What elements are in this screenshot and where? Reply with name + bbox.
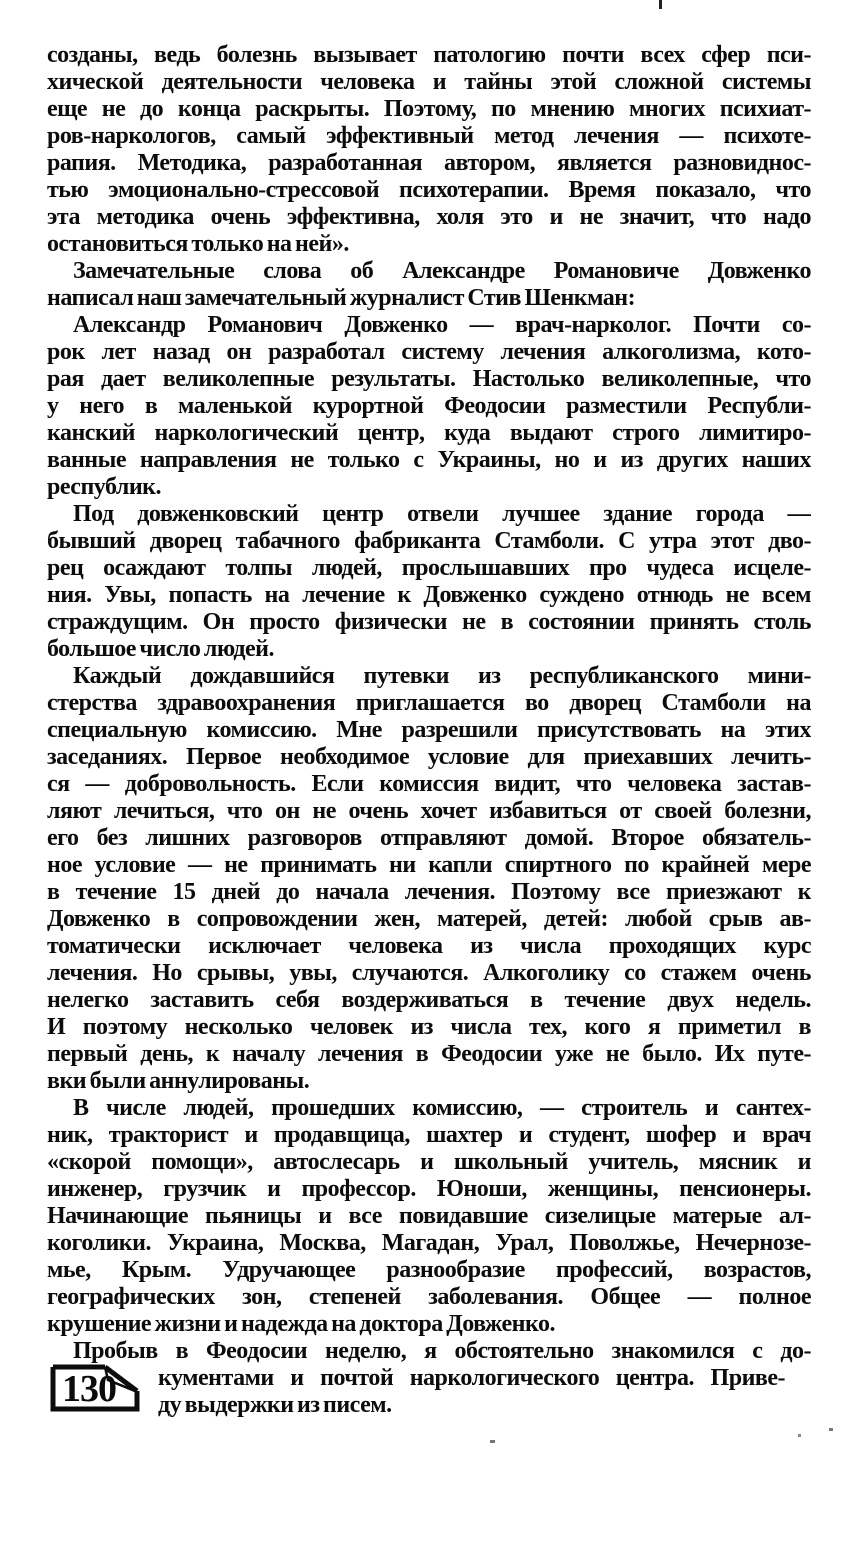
text-line: ся — добровольность. Если комиссия видит, что человека застав- bbox=[47, 771, 811, 797]
text-line: рец осаждают толпы людей, прослышавших про чудеса исцеле- bbox=[47, 555, 811, 581]
text-line: крушение жизни и надежда на доктора Довженко. bbox=[47, 1311, 555, 1337]
text-line: Начинающие пьяницы и все повидавшие сизелицые матерые ал- bbox=[47, 1203, 811, 1229]
text-line: В числе людей, прошедших комиссию, — строитель и сантех- bbox=[73, 1095, 811, 1121]
scan-artifact bbox=[829, 1428, 833, 1431]
text-line: кументами и почтой наркологического центра. Приве- bbox=[158, 1365, 785, 1391]
text-line: еще не до конца раскрыты. Поэтому, по мнению многих психиат- bbox=[47, 96, 811, 122]
paragraph bbox=[47, 501, 811, 663]
scan-artifact bbox=[798, 1434, 801, 1437]
text-line: Каждый дождавшийся путевки из республиканского мини- bbox=[73, 663, 811, 689]
text-line: ляют лечиться, что он не очень хочет избавиться от своей болезни, bbox=[47, 798, 811, 824]
scan-artifact bbox=[659, 0, 662, 9]
scan-artifact bbox=[490, 1440, 495, 1443]
text-line: остановиться только на ней». bbox=[47, 231, 349, 257]
text-line: эта методика очень эффективна, холя это и не значит, что надо bbox=[47, 204, 811, 230]
text-line: ное условие — не принимать ни капли спиртного по крайней мере bbox=[47, 852, 811, 878]
paragraph bbox=[47, 312, 811, 501]
paragraph bbox=[47, 258, 811, 312]
text-line: мье, Крым. Удручающее разнообразие профессий, возрастов, bbox=[47, 1257, 811, 1283]
text-line: рок лет назад он разработал систему лечения алкоголизма, кото- bbox=[47, 339, 811, 365]
text-line: Довженко в сопровождении жен, матерей, детей: любой срыв ав- bbox=[47, 906, 811, 932]
text-line: нелегко заставить себя воздерживаться в течение двух недель. bbox=[47, 987, 811, 1013]
text-line: страждущим. Он просто физически не в состоянии принять столь bbox=[47, 609, 811, 635]
text-line: у него в маленькой курортной Феодосии разместили Республи- bbox=[47, 393, 811, 419]
text-line: в течение 15 дней до начала лечения. Поэтому все приезжают к bbox=[47, 879, 811, 905]
text-line: созданы, ведь болезнь вызывает патологию почти всех сфер пси- bbox=[47, 42, 811, 68]
paragraph bbox=[47, 663, 811, 1095]
text-line: рапия. Методика, разработанная автором, является разновиднос- bbox=[47, 150, 811, 176]
text-line: томатически исключает человека из числа проходящих курс bbox=[47, 933, 811, 959]
text-line: стерства здравоохранения приглашается во дворец Стамболи на bbox=[47, 690, 811, 716]
text-line: Пробыв в Феодосии неделю, я обстоятельно знакомился с до- bbox=[73, 1338, 811, 1364]
text-block bbox=[47, 42, 811, 1419]
text-line: его без лишних разговоров отправляют домой. Второе обязатель- bbox=[47, 825, 811, 851]
text-line: специальную комиссию. Мне разрешили присутствовать на этих bbox=[47, 717, 811, 743]
text-line: ров-наркологов, самый эффективный метод лечения — психоте- bbox=[47, 123, 811, 149]
text-line: Замечательные слова об Александре Романовиче Довженко bbox=[73, 258, 811, 284]
text-line: первый день, к началу лечения в Феодосии уже не было. Их путе- bbox=[47, 1041, 811, 1067]
text-line: написал наш замечательный журналист Стив Шенкман: bbox=[47, 285, 636, 311]
text-line: республик. bbox=[47, 474, 161, 500]
paragraph bbox=[47, 42, 811, 258]
text-line: Александр Романович Довженко — врач-нарколог. Почти со- bbox=[73, 312, 811, 338]
text-line: Под довженковский центр отвели лучшее здание города — bbox=[73, 501, 811, 527]
text-line: ния. Увы, попасть на лечение к Довженко суждено отнюдь не всем bbox=[47, 582, 811, 608]
page-number: 130 bbox=[62, 1368, 116, 1410]
text-line: лечения. Но срывы, увы, случаются. Алкоголику со стажем очень bbox=[47, 960, 811, 986]
text-line: коголики. Украина, Москва, Магадан, Урал, Поволжье, Нечернозе- bbox=[47, 1230, 811, 1256]
text-line: вки были аннулированы. bbox=[47, 1068, 310, 1094]
page-number-badge bbox=[49, 1363, 141, 1413]
text-line: бывший дворец табачного фабриканта Стамболи. С утра этот дво- bbox=[47, 528, 811, 554]
text-line: тью эмоционально-стрессовой психотерапии. Время показало, что bbox=[47, 177, 811, 203]
paragraph bbox=[47, 1338, 811, 1419]
text-line: рая дает великолепные результаты. Настолько великолепные, что bbox=[47, 366, 811, 392]
text-line: большое число людей. bbox=[47, 636, 274, 662]
text-line: инженер, грузчик и профессор. Юноши, женщины, пенсионеры. bbox=[47, 1176, 811, 1202]
text-line: И поэтому несколько человек из числа тех, кого я приметил в bbox=[47, 1014, 811, 1040]
paragraph bbox=[47, 1095, 811, 1338]
text-line: ник, тракторист и продавщица, шахтер и студент, шофер и врач bbox=[47, 1122, 811, 1148]
text-line: ванные направления не только с Украины, но и из других наших bbox=[47, 447, 811, 473]
text-line: канский наркологический центр, куда выдают строго лимитиро- bbox=[47, 420, 811, 446]
text-line: географических зон, степеней заболевания. Общее — полное bbox=[47, 1284, 811, 1310]
text-line: «скорой помощи», автослесарь и школьный учитель, мясник и bbox=[47, 1149, 811, 1175]
text-line: ду выдержки из писем. bbox=[158, 1392, 392, 1418]
text-line: хической деятельности человека и тайны этой сложной системы bbox=[47, 69, 811, 95]
text-line: заседаниях. Первое необходимое условие для приехавших лечить- bbox=[47, 744, 811, 770]
